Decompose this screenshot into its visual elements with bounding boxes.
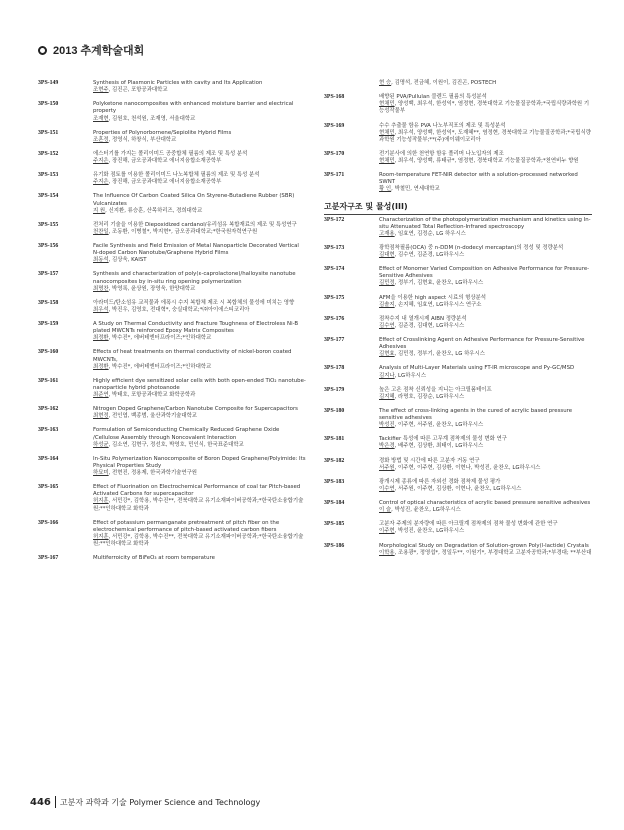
entry-presenter: 이수연 (379, 485, 395, 492)
entry-presenter: 최준연 (93, 392, 109, 398)
entry-code: 3PS-181 (324, 436, 345, 443)
abstract-entry (324, 316, 592, 330)
entry-body (379, 151, 592, 165)
right-entries-bottom (324, 217, 592, 557)
entry-title: 경화 방법 및 시간에 따른 고분자 거동 연구 (379, 457, 480, 464)
entry-body (93, 80, 306, 94)
entry-presenter: 허지훈 (93, 533, 109, 540)
abstract-entry (38, 520, 306, 549)
abstract-entry (38, 427, 306, 448)
entry-presenter: 현 승 (379, 80, 392, 86)
entry-body (93, 484, 306, 513)
header-title: 2013 추계학술대회 (53, 45, 145, 57)
entry-body (379, 80, 592, 87)
entry-coauthors: , 라명호, 김장순, LG하우시스 (394, 393, 465, 400)
entry-presenter: 황 인 (379, 186, 392, 193)
entry-authors (379, 422, 592, 429)
entry-presenter: 최정환 (93, 363, 109, 370)
entry-body (93, 321, 306, 342)
abstract-entry (38, 151, 306, 165)
entry-title: Tackifier 특성에 따른 고무계 점착제의 물성 변화 연구 (379, 436, 507, 443)
entry-code: 3PS-159 (38, 321, 59, 327)
entry-presenter: 박은경 (379, 443, 395, 450)
entry-body (379, 543, 592, 557)
entry-authors (379, 528, 592, 535)
abstract-entry (324, 245, 592, 259)
abstract-entry (324, 151, 592, 165)
entry-authors (93, 229, 306, 236)
entry-code: 3PS-183 (324, 478, 345, 485)
entry-title: 배향된 PVA/Pullulan 블렌드 필름의 특성분석 (379, 94, 487, 101)
entry-authors (93, 116, 306, 123)
entry-presenter: 현채민 (379, 158, 395, 164)
abstract-entry (324, 266, 592, 287)
entry-title: 전기분사에 의한 천연항 함유 폴리머 나노입자의 제조 (379, 150, 504, 157)
entry-authors (379, 443, 592, 450)
entry-presenter: 김솔지 (379, 301, 395, 308)
entry-authors (379, 302, 592, 309)
entry-code: 3PS-185 (324, 521, 345, 528)
entry-coauthors: , 전인엽, 백종범, 울산과학기술대학교 (108, 413, 198, 420)
entry-authors (379, 280, 592, 287)
entry-body (93, 130, 306, 144)
entry-body (379, 458, 592, 472)
entry-title: Highly efficient dye sensitized solar cells with both open-ended TiO₂ nanotube-nanoparticle hybrid photoanode (93, 377, 306, 391)
entry-code: 3PS-177 (324, 337, 345, 343)
entry-title: In-Situ Polymerization Nanocomposite of Boron Doped Graphene/Polyimide: Its Physical Properties Study (93, 455, 306, 469)
entry-body (379, 436, 592, 450)
entry-authors (379, 507, 592, 514)
right-column (324, 80, 592, 564)
abstract-entry (324, 500, 592, 514)
entry-code: 3PS-170 (324, 150, 345, 157)
entry-title: 수수 추출물 함유 PVA 나노부직포의 제조 및 특성분석 (379, 122, 506, 129)
entry-code: 3PS-175 (324, 294, 345, 301)
entry-code: 3PS-154 (38, 193, 59, 200)
entry-coauthors: , 이주현, 이주현, 김상환, 이현나, 박성진, 윤찬오, LG하우시스 (394, 464, 541, 471)
abstract-entry (324, 521, 592, 535)
entry-code: 3PS-150 (38, 101, 59, 108)
entry-coauthors: , 전현진, 정용제, 한국과학기술연구원 (108, 470, 198, 476)
entry-presenter: 최현정 (93, 413, 109, 420)
right-entries-top (324, 80, 592, 194)
entry-title: Control of optical characteristics of acrylic based pressure sensitive adhesives (379, 500, 591, 506)
entry-authors (379, 323, 592, 330)
entry-body (379, 245, 592, 259)
entry-code: 3PS-172 (324, 216, 345, 223)
entry-body (379, 500, 592, 514)
abstract-entry (324, 337, 592, 358)
entry-title: AFM을 이용한 high aspect 시료의 형상분석 (379, 294, 486, 301)
entry-presenter: 박성진 (379, 422, 395, 429)
entry-coauthors: , 서민강*, 김학용, 박수진**, 전북대학교 유기소재파이버공학과;*한국탄소융합기술원;**인하대학교 화학과 (93, 533, 304, 547)
entry-presenter: 주지은 (93, 158, 109, 164)
entry-coauthors: , 박성진, 윤찬오, LG하우시스 (391, 507, 461, 514)
entry-coauthors: , 정부기, 김현효, 윤찬오, LG하우시스 (394, 280, 484, 287)
entry-title: Polyketone nanocomposites with enhanced moisture barrier and electrical property (93, 101, 294, 115)
entry-title: 전처리 기술을 이용한 Diepoxidized cardanol/유리섬유 복합재료의 제조 및 특성연구 (93, 221, 297, 228)
entry-coauthors: , 박성진, 윤찬오, LG하우시스 (394, 528, 465, 535)
abstract-entry (38, 484, 306, 513)
abstract-entry (324, 365, 592, 379)
entry-authors (93, 307, 306, 314)
left-column (38, 80, 306, 570)
entry-body (93, 243, 306, 264)
entry-presenter: 최명찬 (93, 285, 109, 292)
entry-presenter: 김수연 (379, 322, 395, 329)
entry-presenter: 김지나 (379, 372, 395, 379)
entry-code: 3PS-161 (38, 377, 59, 384)
entry-authors (93, 87, 306, 94)
entry-title: 고분자 주제의 분자량에 따른 아크릴계 점착제의 점착 물성 변화에 관한 연구 (379, 521, 558, 528)
entry-presenter: 김대현 (379, 252, 395, 258)
entry-body (379, 387, 592, 401)
abstract-entry (38, 80, 306, 94)
entry-coauthors: , 박수진*, 에버테엔터프라이즈;*인하대학교 (108, 363, 212, 370)
entry-body (93, 271, 306, 292)
entry-authors (93, 335, 306, 342)
entry-body (379, 123, 592, 144)
abstract-entry (38, 378, 306, 399)
entry-code: 3PS-171 (324, 172, 345, 179)
page-number: 446 (30, 796, 51, 808)
entry-presenter: 김현효 (379, 351, 395, 358)
abstract-entry (324, 123, 592, 144)
entry-presenter: 서주원 (379, 464, 395, 471)
entry-coauthors: , 김소연, 김현구, 정선호, 박영호, 민인식, 한국표준대학교 (108, 441, 244, 448)
entry-body (93, 193, 306, 214)
entry-presenter: 하묘미 (93, 470, 109, 476)
circle-bullet-icon (38, 46, 47, 55)
entry-coauthors: , 신지환, 류승훈, 산목하리즈, 경희대학교 (105, 207, 203, 214)
entry-body (93, 406, 306, 420)
entry-body (379, 479, 592, 493)
entry-code: 3PS-180 (324, 407, 345, 414)
entry-code: 3PS-166 (38, 519, 59, 526)
entry-coauthors: , 박철민, 연세대학교 (391, 186, 440, 193)
abstract-entry (324, 387, 592, 401)
entry-title: The Influence Of Carbon Coated Silica On Styrene-Butadiene Rubber (SBR) Vulcanizates (93, 193, 295, 207)
entry-presenter: 허지훈 (93, 498, 109, 505)
entry-authors (93, 442, 306, 449)
entry-body (379, 295, 592, 309)
abstract-entry (324, 458, 592, 472)
abstract-entry (324, 80, 592, 87)
entry-body (379, 365, 592, 379)
entry-authors (93, 413, 306, 420)
entry-code: 3PS-160 (38, 349, 59, 356)
entry-presenter: 주지은 (93, 179, 109, 186)
entry-authors (379, 351, 592, 358)
entry-authors (379, 80, 592, 87)
entry-coauthors: , 서민강*, 김학용, 박수진**, 전북대학교 유기소재파이버공학과;*한국탄소융합기술원;**인하대학교 화학과 (93, 498, 304, 512)
entry-title: 아라미드/탄소섬유 교직물과 에폭시 수지 복합체 제조 시 복합체의 물성에 미치는 영향 (93, 299, 295, 306)
entry-presenter: 최정환 (93, 335, 109, 342)
entry-presenter: 김지혜 (379, 393, 395, 400)
entry-coauthors: , 박진우, 김영호, 전대혁*, 숭실대학교;*㈜아이에스티코리아 (108, 306, 250, 313)
page-footer (30, 796, 260, 808)
entry-authors (379, 550, 592, 557)
abstract-entry (38, 456, 306, 477)
entry-code: 3PS-165 (38, 484, 59, 491)
entry-title: Room-temperature FET-NIR detector with a solution-processed networked SWNT (379, 172, 578, 186)
entry-presenter: 현채민 (379, 101, 395, 108)
entry-authors (93, 208, 306, 215)
entry-presenter: 최우석 (93, 306, 109, 313)
entry-authors (379, 486, 592, 493)
entry-code: 3PS-155 (38, 221, 59, 228)
entry-code: 3PS-182 (324, 457, 345, 464)
entry-coauthors: , 정영식, 하창식, 부산대학교 (108, 136, 177, 143)
entry-authors (93, 137, 306, 144)
entry-code: 3PS-157 (38, 271, 59, 278)
entry-authors (379, 394, 592, 401)
entry-authors (93, 470, 306, 477)
entry-body (379, 172, 592, 193)
entry-title: 점착수지 내 열개시제 AIBN 정량분석 (379, 315, 467, 322)
abstract-entry (38, 222, 306, 236)
journal-title: 고분자 과학과 기술 Polymer Science and Technology (59, 797, 261, 807)
entry-body (379, 217, 592, 238)
entry-authors (93, 534, 306, 548)
entry-coauthors: , 김원호, 천석원, 조재영, 서울대학교 (108, 115, 196, 122)
entry-title: Synthesis of Plasmonic Particles with cavity and Its Application (93, 80, 263, 86)
entry-authors (379, 130, 592, 144)
entry-title: Effect of Fluorination on Electrochemical Performance of coal tar Pitch-based Activated Carbons for supercapacitor (93, 484, 301, 498)
entry-presenter: 이 슬 (379, 507, 392, 514)
abstract-entry (324, 543, 592, 557)
entry-body (93, 456, 306, 477)
entry-body (93, 151, 306, 165)
entry-presenter: 조혼정 (93, 136, 109, 143)
entry-coauthors: , 양성백, 최우석, 한성익*, 염정현, 경북대학교 기능물질공학과;*국립식량과학원 기능성작물부 (379, 101, 590, 115)
entry-title: Nitrogen Doped Graphene/Carbon Nanotube Composite for Supercapacitors (93, 406, 298, 413)
entry-code (324, 80, 379, 87)
entry-coauthors: , 최우석, 양성백, 한성익*, 도재혜**, 염정현, 경북대학교 기능물질공학과;*국립식량과학원 기능성작물부;**(주)에이웨이코리아 (379, 129, 591, 143)
entry-title: Formulation of Semiconducting Chemically Reduced Graphene Oxide /Cellulose Assembly through Noncovalent Interaction (93, 427, 280, 441)
abstract-entry (324, 295, 592, 309)
entry-presenter: 김민정 (379, 280, 395, 287)
page-header (38, 42, 144, 58)
footer-divider (55, 796, 56, 808)
entry-authors (379, 158, 592, 165)
entry-code: 3PS-158 (38, 299, 59, 306)
entry-presenter: 최동석 (93, 257, 109, 264)
entry-code: 3PS-174 (324, 266, 345, 273)
abstract-entry (38, 101, 306, 122)
entry-title: 유기화 점토를 이용한 폴리이미드 나노복합체 필름의 제조 및 특성 분석 (93, 172, 260, 179)
entry-body (379, 266, 592, 287)
entry-presenter: 천찬일 (93, 228, 109, 235)
entry-authors (379, 101, 592, 115)
entry-body (93, 520, 306, 549)
entry-title: 에스터기를 가지는 폴리이미드 공중합체 필름의 제조 및 특성 분석 (93, 150, 248, 157)
entry-coauthors: , LG하우시스 (394, 372, 427, 379)
entry-presenter: 조현주 (93, 87, 109, 94)
entry-body (379, 316, 592, 330)
entry-coauthors: , 조용광*, 정영섭*, 정일두**, 이원기*, 부경대학교 고분자공학과;*부경대; **부산대 (394, 549, 592, 556)
entry-coauthors: , 김진곤, 포항공과대학교 (108, 87, 168, 94)
abstract-entry (38, 349, 306, 370)
entry-coauthors: , 박태호, 포항공과대학교 화학공학과 (108, 392, 196, 398)
abstract-entry (38, 555, 306, 563)
entry-presenter: 지 원 (93, 207, 106, 214)
entry-body (93, 427, 306, 448)
abstract-entry (324, 479, 592, 493)
abstract-entry (324, 94, 592, 115)
entry-code: 3PS-176 (324, 315, 345, 322)
entry-authors (93, 257, 306, 264)
entry-code: 3PS-164 (38, 455, 59, 462)
entry-code: 3PS-168 (324, 94, 345, 101)
entry-body (379, 94, 592, 115)
entry-coauthors: , 장진해, 금오공과대학교 에너지융합소재공학부 (108, 179, 222, 186)
entry-authors (93, 286, 306, 293)
entry-title: Analysis of Multi-Layer Materials using FT-IR microscope and Py-GC/MSD (379, 365, 575, 372)
abstract-entry (324, 436, 592, 450)
entry-code: 3PS-169 (324, 122, 345, 129)
entry-coauthors: , 박영록, 윤상원, 장영욱, 한양대학교 (108, 285, 196, 292)
entry-coauthors: , 조동환, 이병철*, 박지현*, 금오공과대학교;*한국원자력연구원 (108, 228, 258, 235)
entry-title: A Study on Thermal Conductivity and Fracture Toughness of Electroless Ni-B plated MWCNTs reinforced Epoxy Matrix Composites (93, 321, 299, 335)
entry-title: Morphological Study on Degradation of Solution-grown Poly(l-lactide) Crystals (379, 542, 589, 549)
entry-body (93, 300, 306, 314)
entry-presenter: 고재용 (379, 230, 395, 237)
entry-code: 3PS-153 (38, 172, 59, 179)
abstract-entry (38, 243, 306, 264)
entry-code: 3PS-184 (324, 500, 345, 506)
abstract-entry (38, 172, 306, 186)
entry-presenter: 조재현 (93, 115, 109, 122)
entry-presenter: 이주현 (379, 528, 395, 535)
entry-title: The effect of cross-linking agents in the cured of acrylic based pressure sensitive adhesives (379, 407, 573, 421)
abstract-entry (38, 271, 306, 292)
entry-body (93, 222, 306, 236)
entry-authors (379, 231, 592, 238)
entry-body (93, 101, 306, 122)
entry-coauthors: , 이주현, 서주원, 윤찬오, LG하우시스 (394, 422, 484, 429)
entry-body (93, 378, 306, 399)
entry-title: Effect of Crosslinking Agent on Adhesive Performance for Pressure-Sensitive Adhesives (379, 337, 585, 351)
abstract-entry (38, 406, 306, 420)
entry-authors (379, 465, 592, 472)
entry-body (379, 337, 592, 358)
entry-body (93, 555, 306, 563)
entry-code: 3PS-156 (38, 243, 59, 249)
section-title: 고분자구조 및 물성(III) (324, 201, 592, 215)
entry-title: Effects of heat treatments on thermal conductivity of nickel-boron coated MWCNTs, (93, 349, 292, 363)
entry-title: Effect of potassium permanganate pretreatment of pitch fiber on the electrochemical performance of pitch-based activated carbon fibers (93, 519, 280, 533)
entry-authors (379, 186, 592, 193)
abstract-entry (38, 130, 306, 144)
entry-code: 3PS-151 (38, 129, 59, 136)
entry-title: 광학점착필름(OCA) 중 n-DDM (n-dodecyl mercaptan)의 정성 및 정량분석 (379, 244, 564, 251)
entry-code: 3PS-173 (324, 244, 345, 251)
entry-presenter: 하성균 (93, 441, 109, 448)
abstract-entry (38, 193, 306, 214)
entry-authors (93, 179, 306, 186)
entry-coauthors: , 최우석, 양성백, 류태규*, 염정현, 경북대학교 기능물질공학과;*천연비누 향원 (394, 158, 579, 164)
entry-title: Characterization of the photopolymerization mechanism and kinetics using In-situ Attenuated Total Reflection-Infrared spectroscopy (379, 216, 591, 230)
abstract-entry (324, 217, 592, 238)
entry-authors (379, 373, 592, 380)
entry-presenter: 이학용 (379, 549, 395, 556)
entry-body (379, 408, 592, 429)
entry-title: Synthesis and characterization of poly(ε-caprolactone)/halloysite nanotube nanocomposites by in-situ ring opening polymerization (93, 271, 296, 285)
entry-title: Properties of Polynorbornene/Sepiolite Hybrid Films (93, 129, 232, 136)
entry-title: Effect of Monomer Varied Composition on Adhesive Performance for Pressure-Sensitive Adhesives (379, 266, 590, 280)
entry-code: 3PS-162 (38, 406, 59, 413)
entry-coauthors: , 손지혜, 임효연, LG하우시스 연구소 (394, 301, 482, 308)
entry-title: Multiferroicity of BiFeO₃ at room temperature (93, 555, 215, 562)
entry-title: Facile Synthesis and Field Emission of Metal Nanoparticle Decorated Vertical N-doped Carbon Nanotube/Graphene Hybrid Films (93, 243, 299, 257)
abstract-entry (38, 321, 306, 342)
entry-code: 3PS-152 (38, 150, 59, 157)
abstract-entry (324, 172, 592, 193)
entry-code: 3PS-163 (38, 427, 59, 434)
entry-code: 3PS-167 (38, 555, 59, 562)
entry-coauthors: , 김명석, 전금혜, 이원이, 김진곤, POSTECH (391, 80, 497, 86)
entry-coauthors: , 박수진*, 에버테엔터프라이즈;*인하대학교 (108, 335, 212, 342)
entry-body (93, 172, 306, 186)
entry-code: 3PS-149 (38, 80, 59, 86)
abstract-entry (38, 300, 306, 314)
entry-authors (379, 252, 592, 259)
entry-coauthors: , 서주원, 이주현, 김상환, 이현나, 윤찬오, LG하우시스 (394, 485, 522, 492)
entry-code: 3PS-179 (324, 386, 345, 393)
entry-coauthors: , 임효연, 김정순, LG 하우시스 (394, 230, 466, 237)
abstract-entry (324, 408, 592, 429)
entry-coauthors: , 김준경, 김대현, LG하우시스 (394, 322, 465, 329)
entry-body (379, 521, 592, 535)
entry-coauthors: , 김민정, 정부기, 윤찬오, LG 하우시스 (394, 351, 485, 358)
entry-code: 3PS-178 (324, 365, 345, 372)
entry-title: 광개시제 종류에 따른 자외선 경화 점착제 물성 평가 (379, 478, 501, 485)
entry-authors (93, 158, 306, 165)
entry-presenter: 현채민 (379, 129, 395, 136)
entry-coauthors: , 김상욱, KAIST (108, 257, 147, 264)
entry-code: 3PS-186 (324, 542, 345, 549)
entry-authors (93, 498, 306, 512)
entry-coauthors: , 배주현, 김상환, 최태이, LG하우시스 (394, 443, 484, 450)
entry-authors (93, 364, 306, 371)
entry-coauthors: , 김수연, 김준경, LG하우시스 (394, 252, 465, 258)
entry-authors (93, 392, 306, 399)
entry-title: 높은 고온 점착 신뢰성을 지니는 아크릴폼테이프 (379, 386, 492, 393)
entry-coauthors: , 장진해, 금오공과대학교 에너지융합소재공학부 (108, 158, 222, 164)
entry-body (93, 349, 306, 370)
